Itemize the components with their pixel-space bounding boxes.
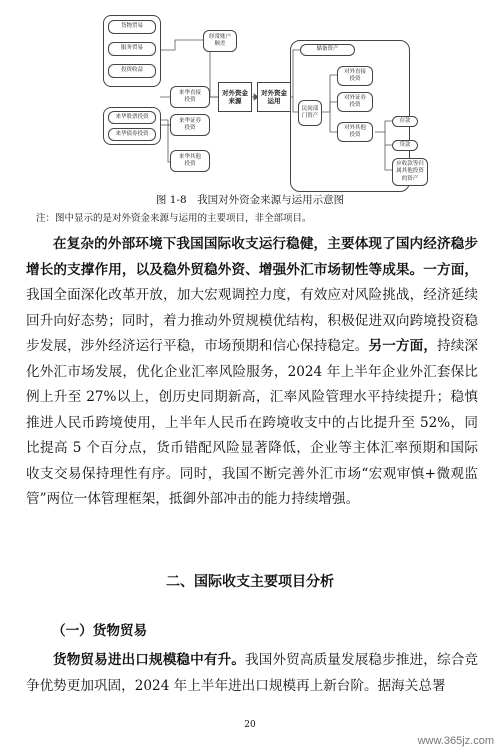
subsection-heading: （一）货物贸易 [52,623,148,639]
receivables-box: 应收款等归 属其他投资 的资产 [392,158,428,186]
page-number: 20 [244,720,256,730]
section-heading: 二、国际收支主要项目分析 [166,574,334,590]
deposits-box: 存款 [392,116,418,127]
investment-income-box: 投资收益 [108,64,156,78]
current-account-surplus-box: 经常账户 顺差 [203,30,237,52]
figure-caption: 图 1-8 我国对外资金来源与运用示意图 [155,194,345,206]
fund-uses-box: 对外资金 运用 [257,82,291,112]
outward-other-investment-box: 对外其他 投资 [337,122,373,142]
site-watermark: www.365jz.com [417,735,494,747]
inward-securities-box: 来华证券 投资 [170,114,210,136]
fund-sources-box: 对外资金 来源 [218,82,252,112]
inward-other-investment-box: 来华其他 投资 [170,150,210,172]
reserve-assets-box: 储备资产 [300,44,355,56]
goods-trade-box: 货物贸易 [108,20,156,34]
fund-flow-diagram [0,0,500,192]
outward-fdi-box: 对外直接 投资 [337,66,373,86]
outward-securities-box: 对外证券 投资 [337,92,373,112]
paragraph-1-bold-intro: 在复杂的外部环境下我国国际收支运行稳健，主要体现了国内经济稳步增长的支撑作用，以及稳外贸稳外资、增强外汇市场韧性等成果。一方面， [26,236,478,278]
inward-bond-box: 来华债券投资 [108,128,156,141]
paragraph-2-text: 我国外贸高质量发展稳步推进，综合竞争优势更加巩固，2024 年上半年进出口规模再上新台阶。据海关总署 [26,652,479,694]
body-paragraph-1 [26,232,478,513]
private-sector-assets-box: 民间部 门资产 [298,100,322,126]
inward-equity-box: 来华股票投资 [108,111,156,124]
figure-note: 注：图中显示的是对外资金来源与运用的主要项目，非全部项目。 [36,213,312,224]
paragraph-1-text-1: 我国全面深化改革开放，加大宏观调控力度，有效应对风险挑战，经济延续回升向好态势；同时，着力推动外贸规模优结构，积极促进双向跨境投资稳步发展，涉外经济运行平稳，市场预期和信心保持稳定。 [26,287,478,354]
paragraph-2-bold-intro: 货物贸易进出口规模稳中有升。 [53,652,245,668]
loans-box: 贷款 [392,140,418,151]
services-trade-box: 服务贸易 [108,42,156,56]
body-paragraph-2 [26,648,478,699]
paragraph-1-bold-mid: 另一方面， [368,338,438,354]
paragraph-1-text-2: 持续深化外汇市场发展，优化企业汇率风险服务，2024 年上半年企业外汇套保比例上升至 27%以上，创历史同期新高，汇率风险管理水平持续提升；稳慎推进人民币跨境使用，上半年人民币在跨境收支中的占比提升至 52%，同比提高 5 个百分点，货币错配风险显著降低，企业等主体汇率预期和国际收支交易保持理性有序。同时，我国不断完善外汇市场“宏观审慎+微观监管”两位一体管理框架，抵御外部冲击的能力持续增强。 [26,338,479,507]
inward-fdi-box: 来华直接 投资 [170,86,210,108]
